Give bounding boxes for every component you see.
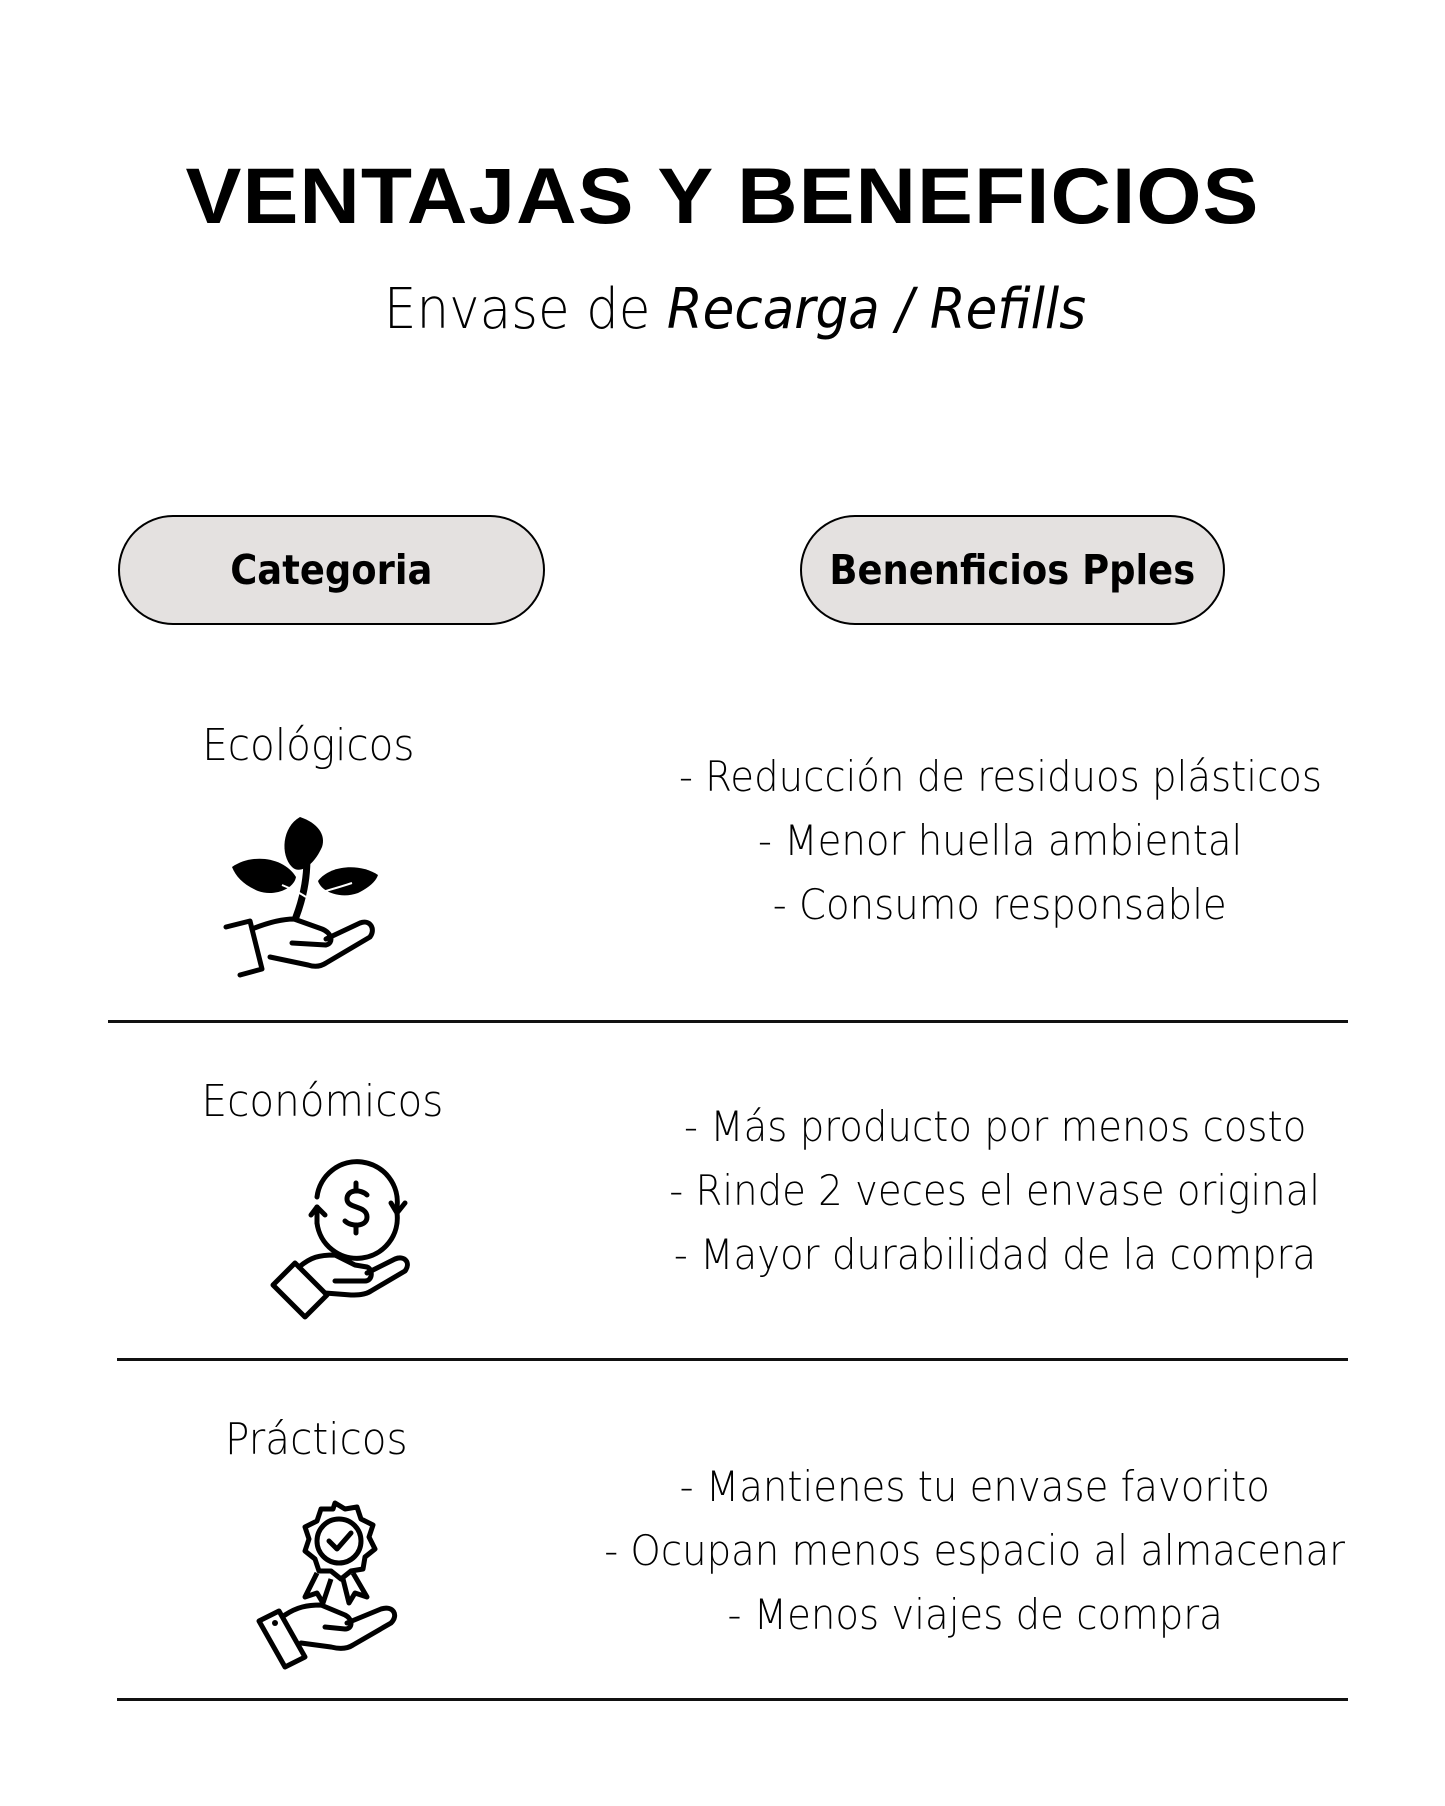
category-header-label: Categoria [230,546,433,594]
hand-holding-award-icon [245,1497,405,1672]
benefits-header-label: Benenficios Pples [829,546,1196,594]
category-label-ecologicos [108,718,508,774]
page-title: VENTAJAS Y BENEFICIOS [185,151,1260,240]
benefit-item: - Consumo responsable [773,880,1227,929]
benefit-item: - Rinde 2 veces el envase original [669,1166,1321,1215]
row-divider [108,1020,1348,1023]
category-text: Económicos [201,1076,443,1127]
hand-holding-dollar-icon [255,1163,415,1323]
page-subtitle [59,270,1411,350]
benefits-list-ecologicos [550,745,1445,937]
benefit-item: - Más producto por menos costo [683,1102,1307,1151]
benefit-item: - Reducción de residuos plásticos [678,752,1322,801]
row-divider [117,1698,1348,1701]
category-label-economicos [122,1074,522,1130]
benefit-item: - Mantienes tu envase favorito [679,1462,1271,1511]
subtitle-italic: Recarga / Refills [666,277,1087,342]
benefit-item: - Menor huella ambiental [757,816,1243,865]
category-column-header [118,515,545,625]
category-text: Prácticos [224,1414,408,1465]
subtitle-prefix: Envase de [383,277,667,342]
category-label-practicos [116,1412,516,1468]
benefit-item: - Menos viajes de compra [727,1590,1223,1639]
benefits-column-header [800,515,1225,625]
benefits-list-economicos [545,1095,1445,1287]
benefits-list-practicos [525,1455,1425,1647]
benefit-item: - Ocupan menos espacio al almacenar [604,1526,1346,1575]
benefit-item: - Mayor durabilidad de la compra [673,1230,1317,1279]
row-divider [117,1358,1348,1361]
hand-holding-plant-icon [222,805,382,975]
category-text: Ecológicos [201,720,415,771]
